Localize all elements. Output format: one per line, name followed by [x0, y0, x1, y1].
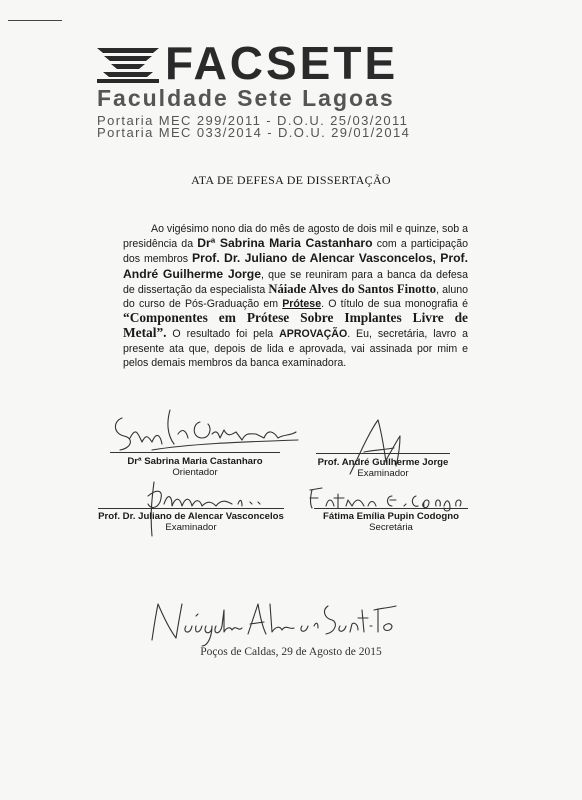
portaria-line-1: Portaria MEC 299/2011 - D.O.U. 25/03/2011 [97, 113, 409, 128]
portaria-line-2: Portaria MEC 033/2014 - D.O.U. 29/01/2014 [97, 125, 411, 140]
signature-line-andre [316, 453, 450, 454]
signatory-name-andre: Prof. André Guilherme Jorge [317, 457, 449, 468]
signatory-name-fatima: Fátima Emília Pupin Codogno [323, 511, 459, 522]
letterhead [97, 37, 481, 140]
minutes-body [123, 222, 468, 370]
facsete-logo-icon [97, 44, 159, 84]
committee-members: Prof. Dr. Juliano de Alencar Vasconcelos, Prof. André Guilherme Jorge [123, 251, 468, 281]
signature-sabrina [108, 404, 308, 458]
corner-mark [8, 20, 62, 21]
signatory-role-sabrina: Orientador [172, 467, 218, 478]
student-name: Náiade Alves do Santos Finotto [268, 281, 437, 296]
signature-student [146, 596, 402, 648]
signatory-name-juliano: Prof. Dr. Juliano de Alencar Vasconcelos [98, 511, 284, 522]
institution-name: FACSETE [165, 37, 399, 89]
body-text-5: . O título de sua monografia é [321, 298, 468, 311]
signature-line-sabrina [110, 452, 280, 453]
body-text-6: O resultado foi pela [166, 328, 280, 341]
result: APROVAÇÃO [279, 328, 348, 341]
thesis-title: “Componentes em Prótese Sobre Implantes Livre de Metal”. [123, 310, 468, 341]
signatory-role-juliano: Examinador [165, 522, 217, 533]
signature-line-juliano [98, 508, 284, 509]
president-name: Drª Sabrina Maria Castanharo [197, 236, 373, 251]
body-text-2: com a participação dos membros [123, 238, 468, 266]
signature-line-fatima [314, 508, 468, 509]
signature-fatima [304, 484, 474, 514]
place-and-date: Poços de Caldas, 29 de Agosto de 2015 [200, 646, 382, 658]
institution-subtitle: Faculdade Sete Lagoas [97, 85, 395, 111]
signatory-role-andre: Examinador [357, 468, 409, 479]
body-text-7: . Eu, secretária, lavro a presente ata que, depois de lida e aprovada, vai assinada por mim e pelos demais membros da banca examinadora. [123, 328, 468, 369]
body-text-4: , aluno do curso de Pós-Graduação em [123, 283, 468, 311]
document-title: ATA DE DEFESA DE DISSERTAÇÃO [191, 173, 391, 187]
signatory-name-sabrina: Drª Sabrina Maria Castanharo [127, 456, 263, 467]
signatory-role-fatima: Secretária [369, 522, 413, 533]
body-text-1: Ao vigésimo nono dia do mês de agosto de dois mil e quinze, sob a presidência da [123, 223, 468, 251]
body-text-3: , que se reuniram para a banca da defesa de dissertação da especialista [123, 268, 468, 296]
course-name: Prótese [282, 298, 322, 311]
